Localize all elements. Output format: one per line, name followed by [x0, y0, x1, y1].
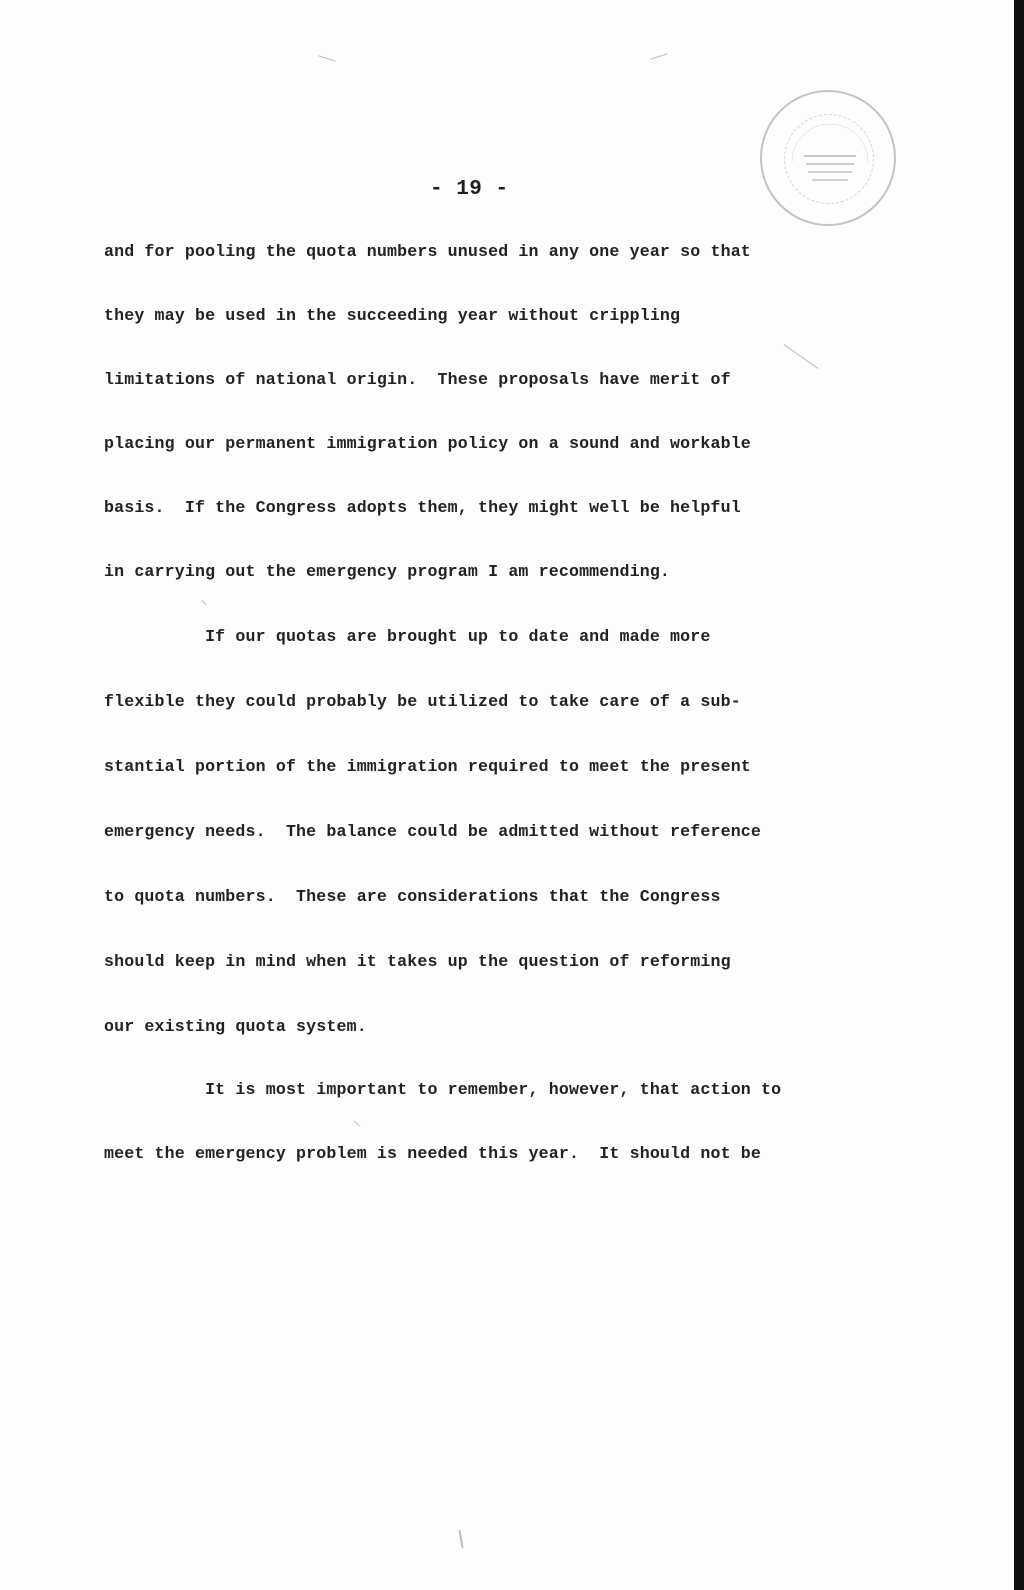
text-line: our existing quota system. [104, 1017, 367, 1036]
text-line: placing our permanent immigration policy on a sound and workable [104, 434, 751, 453]
text-line: to quota numbers. These are considerations that the Congress [104, 887, 721, 906]
text-line: basis. If the Congress adopts them, they might well be helpful [104, 498, 741, 517]
text-line: meet the emergency problem is needed this year. It should not be [104, 1144, 762, 1163]
scan-mark [650, 53, 667, 60]
scan-mark [784, 344, 819, 369]
text-line: It is most important to remember, however, that action to [104, 1080, 782, 1099]
text-line: should keep in mind when it takes up the question of reforming [104, 952, 731, 971]
scan-mark [354, 1120, 360, 1126]
text-line: stantial portion of the immigration required to meet the present [104, 757, 751, 776]
page-number: - 19 - [430, 178, 509, 201]
library-stamp [760, 90, 896, 226]
text-line: they may be used in the succeeding year without crippling [104, 306, 681, 325]
text-line: If our quotas are brought up to date and made more [104, 627, 711, 646]
text-line: flexible they could probably be utilized to take care of a sub- [104, 692, 741, 711]
scan-edge [1014, 0, 1024, 1590]
scan-mark [202, 600, 207, 605]
text-line: limitations of national origin. These proposals have merit of [104, 370, 731, 389]
text-line: and for pooling the quota numbers unused in any one year so that [104, 242, 751, 261]
scan-mark [458, 1530, 463, 1548]
text-line: in carrying out the emergency program I am recommending. [104, 562, 671, 581]
scan-mark [318, 55, 335, 62]
stamp-lettering [762, 92, 898, 228]
text-line: emergency needs. The balance could be admitted without reference [104, 822, 762, 841]
